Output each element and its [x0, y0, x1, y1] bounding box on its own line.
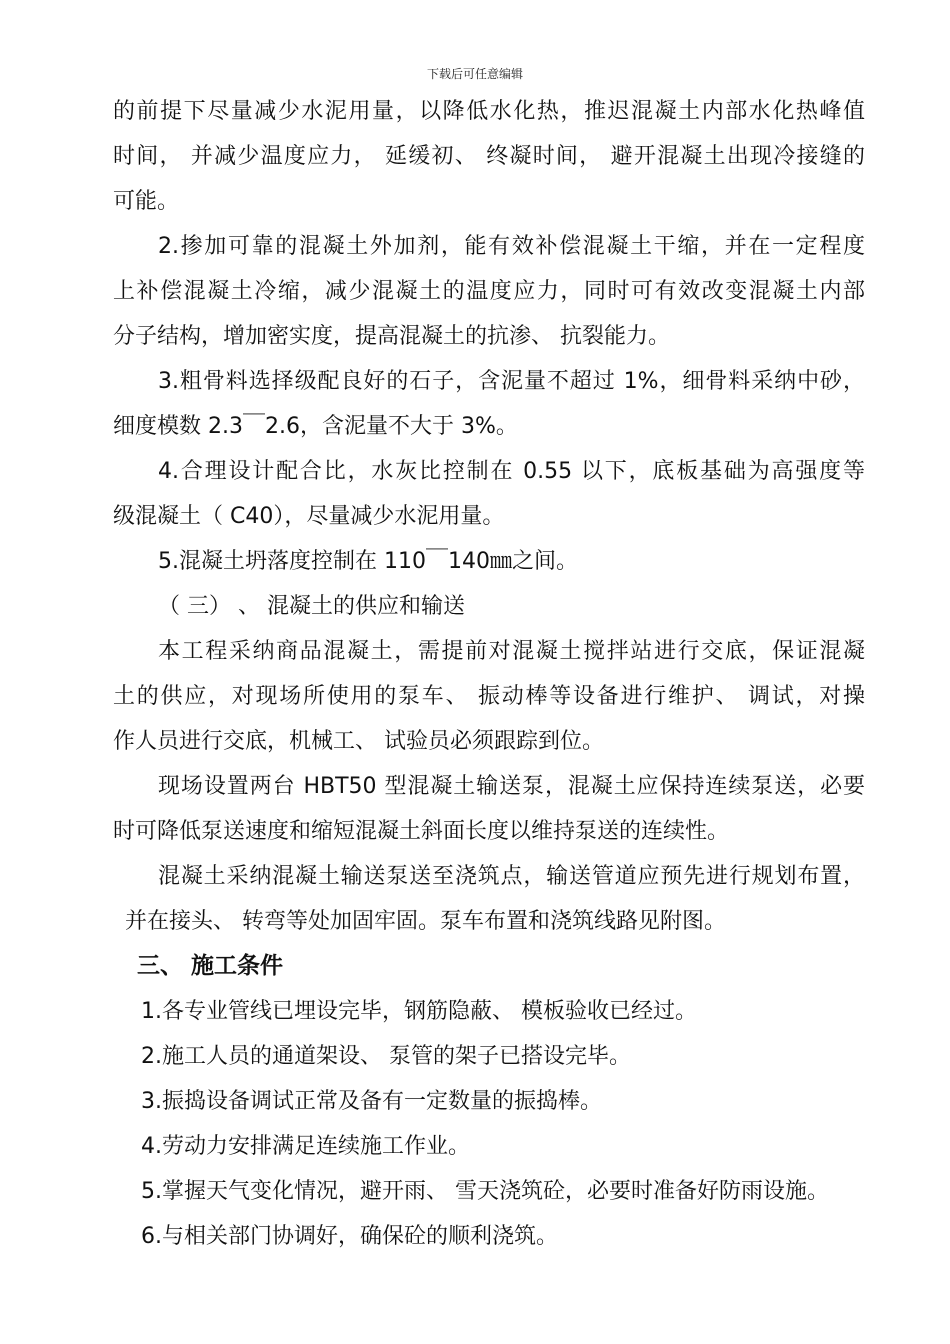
list-item: 4.劳动力安排满足连续施工作业。 [141, 1134, 470, 1159]
text-line: 3.粗骨料选择级配良好的石子，含泥量不超过 1%，细骨料采纳中砂， [158, 369, 865, 394]
text-line: 本工程采纳商品混凝土，需提前对混凝土搅拌站进行交底，保证混凝 [158, 639, 865, 664]
text-line: 时间， 并减少温度应力， 延缓初、 终凝时间， 避开混凝土出现冷接缝的 [113, 144, 865, 169]
text-line: 级混凝土（ C40），尽量减少水泥用量。 [113, 504, 505, 529]
page-header-note: 下载后可任意编辑 [426, 67, 523, 81]
text-line: 上补偿混凝土冷缩，减少混凝土的温度应力，同时可有效改变混凝土内部 [113, 279, 865, 304]
text-line: 混凝土采纳混凝土输送泵送至浇筑点，输送管道应预先进行规划布置， [158, 864, 865, 889]
list-item: 2.施工人员的通道架设、 泵管的架子已搭设完毕。 [141, 1044, 631, 1069]
text-line: 时可降低泵送速度和缩短混凝土斜面长度以维持泵送的连续性。 [113, 819, 730, 844]
list-item: 1.各专业管线已埋设完毕，钢筋隐蔽、 模板验收已经过。 [141, 999, 697, 1024]
text-line: 作人员进行交底，机械工、 试验员必须跟踪到位。 [113, 729, 604, 754]
subheading-supply-transport: （ 三） 、 混凝土的供应和输送 [158, 594, 465, 619]
list-item: 5.掌握天气变化情况，避开雨、 雪天浇筑砼，必要时准备好防雨设施。 [141, 1179, 829, 1204]
text-line: 土的供应，对现场所使用的泵车、 振动棒等设备进行维护、 调试，对操 [113, 684, 865, 709]
text-line: 的前提下尽量减少水泥用量，以降低水化热，推迟混凝土内部水化热峰值 [113, 99, 865, 124]
paragraph-cement-usage [113, 89, 865, 224]
document-body [113, 89, 865, 1259]
text-line: 4.合理设计配合比，水灰比控制在 0.55 以下，底板基础为高强度等 [158, 459, 865, 484]
section-title-construction-conditions: 三、 施工条件 [137, 953, 284, 979]
paragraph-mix-ratio [113, 449, 865, 539]
text-line: 可能。 [113, 189, 180, 214]
paragraph-pipeline [113, 854, 865, 944]
paragraph-commercial-concrete [113, 629, 865, 764]
paragraph-pumps [113, 764, 865, 854]
text-line: 分子结构，增加密实度，提高混凝土的抗渗、 抗裂能力。 [113, 324, 670, 349]
list-item: 6.与相关部门协调好，确保砼的顺利浇筑。 [141, 1224, 558, 1249]
text-line: 2.掺加可靠的混凝土外加剂，能有效补偿混凝土干缩，并在一定程度 [158, 234, 865, 259]
text-line: 并在接头、 转弯等处加固牢固。泵车布置和浇筑线路见附图。 [125, 909, 726, 934]
text-line: 细度模数 2.3￣2.6，含泥量不大于 3%。 [113, 414, 518, 439]
text-line: 现场设置两台 HBT50 型混凝土输送泵，混凝土应保持连续泵送，必要 [158, 774, 865, 799]
paragraph-slump: 5.混凝土坍落度控制在 110￣140㎜之间。 [158, 549, 578, 574]
paragraph-admixture [113, 224, 865, 359]
conditions-list [113, 989, 865, 1259]
list-item: 3.振捣设备调试正常及备有一定数量的振捣棒。 [141, 1089, 602, 1114]
paragraph-aggregate [113, 359, 865, 449]
